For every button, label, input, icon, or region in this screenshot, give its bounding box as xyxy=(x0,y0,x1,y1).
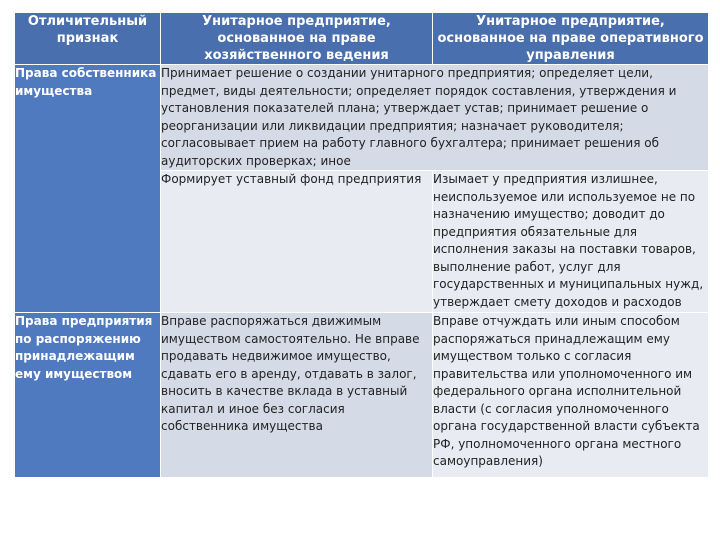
comparison-table xyxy=(14,12,709,478)
table-row xyxy=(15,313,709,478)
header-economic-management: Унитарное предприятие, основанное на праве хозяйственного ведения xyxy=(161,13,433,65)
enterprise-rights-economic: Вправе распоряжаться движимым имуществом самостоятельно. Не вправе продавать недвижимое имущество, сдавать его в аренду, отдавать в залог, вносить в качестве вклада в уставный капитал и иное без согласия собственника имущества xyxy=(161,313,433,478)
owner-rights-common: Принимает решение о создании унитарного предприятия; определяет цели, предмет, виды деятельности; определяет порядок составления, утверждения и установления показателей плана; утверждает устав; принимает решение о реорганизации или ликвидации предприятия; назначает руководителя; согласовывает прием на работу главного бухгалтера; принимает решения об аудиторских проверках; иное xyxy=(161,65,709,171)
row-label-owner-rights: Права собственника имущества xyxy=(15,65,161,313)
owner-rights-operational: Изымает у предприятия излишнее, неиспользуемое или используемое не по назначению имущество; доводит до предприятия обязательные для исполнения заказы на поставки товаров, выполнение работ, услуг для государственных и муниципальных нужд, утверждает смету доходов и расходов xyxy=(433,171,709,313)
header-feature: Отличительный признак xyxy=(15,13,161,65)
owner-rights-economic: Формирует уставный фонд предприятия xyxy=(161,171,433,313)
row-label-enterprise-rights: Права предприятия по распоряжению принадлежащим ему имуществом xyxy=(15,313,161,478)
header-operational-management: Унитарное предприятие, основанное на праве оперативного управления xyxy=(433,13,709,65)
table-row xyxy=(15,65,709,171)
enterprise-rights-operational: Вправе отчуждать или иным способом распоряжаться принадлежащим ему имуществом только с согласия правительства или уполномоченного им федерального органа исполнительной власти (с согласия уполномоченного органа государственной власти субъекта РФ, уполномоченного органа местного самоуправления) xyxy=(433,313,709,478)
header-row xyxy=(15,13,709,65)
